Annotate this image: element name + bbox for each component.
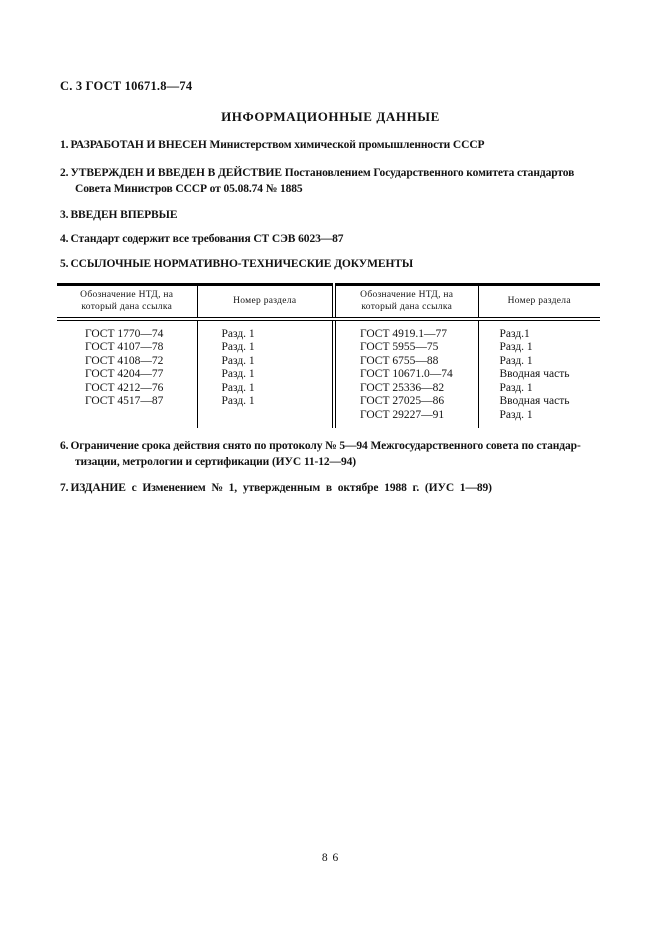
item-number: 4. [60, 233, 69, 245]
table-row [57, 382, 600, 396]
table-cell [197, 409, 334, 423]
item-text: Стандарт содержит все требования СТ СЭВ 6023—87 [70, 233, 344, 245]
table-cell: ГОСТ 29227—91 [334, 409, 478, 423]
table-cell [57, 409, 197, 423]
table-cell: ГОСТ 5955—75 [334, 341, 478, 355]
item-number: 5. [60, 258, 69, 270]
info-item-4 [60, 231, 625, 247]
info-item-5 [60, 256, 625, 272]
header-section-right: Номер раздела [478, 285, 600, 319]
header-ntd-left: Обозначение НТД, на который дана ссылка [57, 285, 197, 319]
references-table [57, 283, 600, 428]
table-row [57, 319, 600, 342]
table-cell: Разд. 1 [197, 395, 334, 409]
item-number: 1. [60, 139, 69, 151]
table-cell: ГОСТ 4108—72 [85, 354, 164, 367]
table-header-row [57, 285, 600, 319]
table-cell: Разд. 1 [197, 319, 334, 342]
info-item-7 [60, 480, 625, 496]
item-text-continued: Совета Министров СССР от 05.08.74 № 1885 [75, 183, 303, 195]
info-item-1 [60, 137, 625, 153]
table-row [57, 341, 600, 355]
item-text: ССЫЛОЧНЫЕ НОРМАТИВНО-ТЕХНИЧЕСКИЕ ДОКУМЕНТЫ [70, 258, 414, 270]
table-cell [478, 422, 600, 428]
table-cell: Разд. 1 [197, 355, 334, 369]
table-cell: Разд. 1 [197, 368, 334, 382]
item-number: 3. [60, 209, 69, 221]
table-cell: ГОСТ 27025—86 [334, 395, 478, 409]
table-cell: ГОСТ 10671.0—74 [334, 368, 478, 382]
table-row [57, 395, 600, 409]
item-text-continued: тизации, метрологии и сертификации (ИУС 11-12—94) [75, 456, 356, 468]
item-number: 6. [60, 440, 69, 452]
table-cell: Вводная часть [478, 368, 600, 382]
item-line [60, 165, 625, 181]
table-cell: ГОСТ 4517—87 [85, 395, 164, 407]
table-cell: ГОСТ 1770—74 [85, 327, 164, 340]
item-number: 2. [60, 167, 69, 179]
info-item-3 [60, 207, 625, 223]
header-ntd-right: Обозначение НТД, на который дана ссылка [334, 285, 478, 319]
table-cell: ГОСТ 4919.1—77 [334, 319, 478, 342]
item-text: РАЗРАБОТАН И ВНЕСЕН Министерством химической промышленности СССР [70, 139, 485, 151]
table-row [57, 409, 600, 423]
item-text: УТВЕРЖДЕН И ВВЕДЕН В ДЕЙСТВИЕ Постановлением Государственного комитета стандартов [70, 167, 575, 179]
table-cell: Разд.1 [478, 319, 600, 342]
info-item-6 [60, 438, 625, 470]
item-text: ИЗДАНИЕ с Изменением № 1, утвержденным в октябре 1988 г. (ИУС 1—89) [70, 482, 492, 494]
table-cell: ГОСТ 4212—76 [85, 381, 164, 394]
item-line [60, 438, 625, 454]
info-item-2 [60, 165, 625, 197]
item-number: 7. [60, 482, 69, 494]
table-cell: Разд. 1 [478, 341, 600, 355]
table-row [57, 368, 600, 382]
document-title: ИНФОРМАЦИОННЫЕ ДАННЫЕ [221, 109, 440, 124]
item-text: Ограничение срока действия снято по протоколу № 5—94 Межгосударственного совета по стандар- [70, 440, 581, 452]
table-cell [197, 422, 334, 428]
item-text: ВВЕДЕН ВПЕРВЫЕ [70, 209, 178, 221]
table-cell: Разд. 1 [478, 382, 600, 396]
table-cell: Разд. 1 [478, 355, 600, 369]
page-header: С. 3 ГОСТ 10671.8—74 [60, 79, 193, 93]
table-cell: Вводная часть [478, 395, 600, 409]
table-cell: ГОСТ 25336—82 [334, 382, 478, 396]
table-cell: Разд. 1 [478, 409, 600, 423]
table-cell: ГОСТ 4107—78 [85, 341, 164, 353]
table-cell: ГОСТ 6755—88 [334, 355, 478, 369]
table-cell: Разд. 1 [197, 382, 334, 396]
table-cell [334, 422, 478, 428]
table-cell: ГОСТ 4204—77 [85, 368, 164, 380]
header-section-left: Номер раздела [197, 285, 334, 319]
table-spacer-row [57, 422, 600, 428]
table-cell [57, 422, 197, 428]
page-number: 8 6 [321, 852, 340, 864]
table-cell: Разд. 1 [197, 341, 334, 355]
table-row [57, 355, 600, 369]
